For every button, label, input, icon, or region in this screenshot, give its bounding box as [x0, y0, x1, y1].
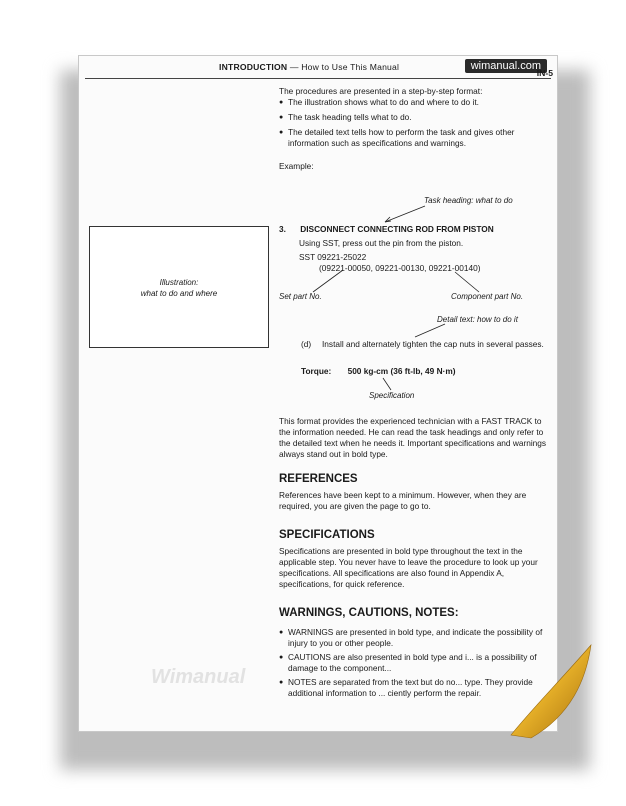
- intro-bullet: ● The task heading tells what to do.: [279, 112, 551, 123]
- task-heading-label: Task heading: what to do: [424, 196, 513, 205]
- component-part-label: Component part No.: [451, 292, 524, 301]
- step-title: DISCONNECT CONNECTING ROD FROM PISTON: [300, 224, 494, 234]
- specification-label: Specification: [369, 391, 415, 400]
- step-heading: [279, 224, 494, 234]
- manual-page: [78, 55, 558, 732]
- arrow-icon: [409, 322, 449, 340]
- warnings-heading: WARNINGS, CAUTIONS, NOTES:: [279, 607, 459, 619]
- watermark-badge: wimanual.com: [465, 59, 547, 73]
- page-header: [219, 62, 399, 72]
- header-rule: [85, 78, 551, 79]
- sst-line: SST 09221-25022: [299, 252, 367, 262]
- specifications-section: [279, 530, 551, 590]
- warnings-item: ● WARNINGS are presented in bold type, and indicate the possibility of injury to you or other people.: [279, 627, 551, 649]
- illustration-box: [89, 226, 269, 348]
- example-label: Example:: [279, 161, 314, 171]
- arrow-icon: [379, 204, 429, 226]
- specifications-heading: SPECIFICATIONS: [279, 529, 375, 541]
- torque-label: Torque:: [301, 366, 332, 376]
- illustration-line: what to do and where: [140, 289, 218, 298]
- intro-bullet: ● The illustration shows what to do and where to do it.: [279, 97, 551, 108]
- detail-letter: (d): [301, 339, 312, 349]
- fast-track-text: This format provides the experienced technician with a FAST TRACK to the information needed. He can read the task headings and only refer to the detailed text when he needs it. Important specifications and warnings always stand out in bold type.: [279, 416, 547, 459]
- step-number: 3.: [279, 224, 286, 234]
- intro-lead: The procedures are presented in a step-by-step format:: [279, 86, 483, 96]
- arrow-icon: [449, 268, 489, 294]
- detail-text-label: Detail text: how to do it: [437, 315, 518, 324]
- arrow-icon: [309, 266, 349, 294]
- references-heading: REFERENCES: [279, 473, 358, 485]
- torque-line: [301, 366, 455, 376]
- intro-bullet: ● The detailed text tells how to perform the task and gives other information such as specifications and warnings.: [279, 127, 551, 149]
- intro-section: [279, 86, 551, 172]
- step-text: Using SST, press out the pin from the piston.: [299, 238, 464, 248]
- illustration-line: Illustration:: [159, 278, 199, 287]
- page-curl-icon: [501, 640, 596, 740]
- references-text: References have been kept to a minimum. However, when they are required, you are given the page to go to.: [279, 490, 527, 511]
- detail-text: Install and alternately tighten the cap nuts in several passes.: [322, 339, 544, 349]
- arrow-icon: [379, 376, 399, 392]
- sst-parts: (09221-00050, 09221-00130, 09221-00140): [319, 263, 481, 273]
- header-subtitle: — How to Use This Manual: [289, 62, 400, 72]
- set-part-label: Set part No.: [279, 292, 322, 301]
- warnings-item: ● CAUTIONS are also presented in bold type and i... is a possibility of damage to the component...: [279, 652, 551, 674]
- references-section: [279, 474, 551, 512]
- illustration-caption: [90, 277, 268, 299]
- specifications-text: Specifications are presented in bold type throughout the text in the applicable step. You never have to leave the procedure to look up your specifications. All specifications are also found in Appendix A, specifications, for quick reference.: [279, 546, 538, 589]
- fast-track-paragraph: [279, 416, 551, 460]
- warnings-item: ● NOTES are separated from the text but do no... type. They provide additional information to ... ciently perform the repair.: [279, 677, 551, 699]
- page-number: IN-5: [536, 68, 553, 78]
- header-section: INTRODUCTION: [219, 62, 288, 72]
- torque-value: 500 kg-cm (36 ft-lb, 49 N·m): [347, 366, 456, 376]
- wimanual-logo: Wimanual: [151, 666, 246, 688]
